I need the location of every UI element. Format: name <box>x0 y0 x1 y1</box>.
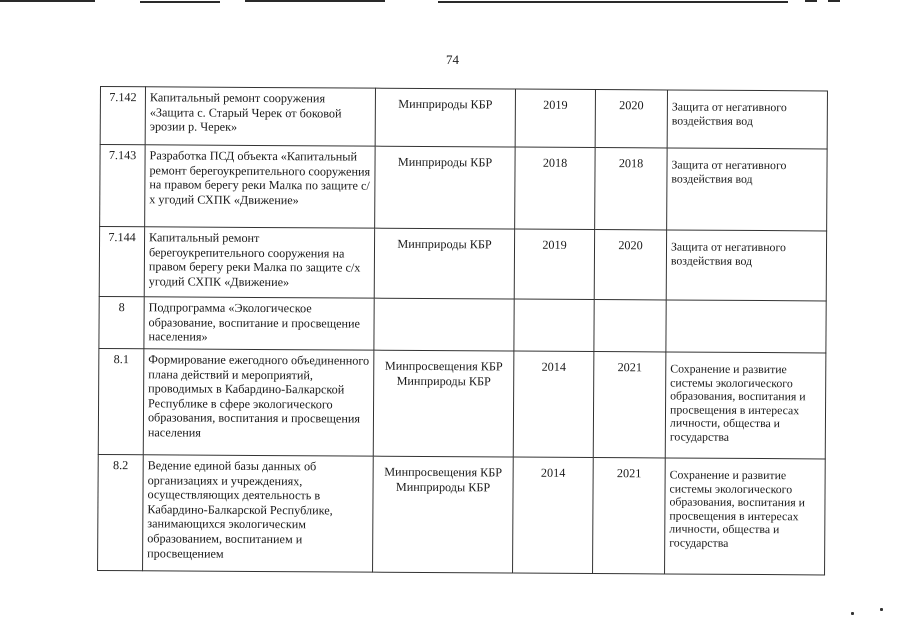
scan-border-line <box>140 1 220 3</box>
row-number: 8.2 <box>98 454 144 570</box>
activity-name: Разработка ПСД объекта «Капитальный ремонт берегоукрепительного сооружения на правом берегу реки Малка по защите с/х угодий СХПК «Движение» <box>145 145 375 228</box>
executor <box>374 298 514 351</box>
table-row <box>98 348 826 458</box>
program-activities-table <box>97 86 828 575</box>
scan-border-line <box>828 0 840 2</box>
table-row <box>99 296 826 352</box>
executor <box>375 88 515 147</box>
expected-result: Защита от негативного воздействия вод <box>667 90 827 149</box>
row-number: 7.142 <box>100 87 145 145</box>
activity-name: Подпрограмма «Экологическое образование, воспитание и просвещение населения» <box>144 297 374 350</box>
executor-line: Минприроды КБР <box>398 96 493 112</box>
start-year: 2019 <box>514 229 594 299</box>
executor <box>373 350 514 457</box>
row-number: 8.1 <box>98 348 144 454</box>
executor <box>375 146 515 229</box>
start-year: 2014 <box>513 457 594 573</box>
page-number: 74 <box>446 52 459 67</box>
row-number: 7.143 <box>100 145 146 227</box>
executor-line: Минприроды КБР <box>397 154 493 170</box>
row-number: 8 <box>99 296 144 348</box>
expected-result: Защита от негативного воздействия вод <box>666 230 826 301</box>
expected-result: Сохранение и развитие системы экологического образования, воспитания и просвещения в интересах личности, общества и государства <box>665 352 826 459</box>
scan-border-line <box>805 0 817 2</box>
executor-line: Минприроды КБР <box>395 479 491 494</box>
executor <box>374 228 514 299</box>
activity-name: Капитальный ремонт берегоукрепительного сооружения на правом берегу реки Малка по защите с/х угодий СХПК «Движение» <box>144 227 374 298</box>
row-number: 7.144 <box>99 227 144 297</box>
start-year: 2014 <box>513 351 594 457</box>
executor-line: Минприроды КБР <box>397 236 492 252</box>
start-year <box>514 299 594 351</box>
table-row <box>98 454 826 574</box>
scan-border-line <box>0 0 95 2</box>
activity-name: Формирование ежегодного объединенного плана действий и мероприятий, проводимых в Кабардино-Балкарской Республике в сфере экологического образования, воспитания и просвещения населения <box>143 349 374 456</box>
end-year: 2021 <box>593 352 666 458</box>
table-row <box>99 227 826 301</box>
table-row <box>100 145 827 231</box>
executor-line: Минпросвещения КБР <box>384 358 503 374</box>
end-year: 2021 <box>593 458 666 574</box>
scan-speck <box>880 608 883 611</box>
end-year: 2018 <box>595 148 667 230</box>
executor-line: Минприроды КБР <box>396 373 491 388</box>
executor <box>373 456 514 573</box>
table-row <box>100 87 827 149</box>
end-year: 2020 <box>595 90 667 148</box>
expected-result: Сохранение и развитие системы экологического образования, воспитания и просвещения в интересах личности, общества и государства <box>665 458 826 575</box>
end-year: 2020 <box>594 230 666 300</box>
start-year: 2019 <box>515 89 595 147</box>
end-year <box>594 300 666 352</box>
start-year: 2018 <box>515 147 595 229</box>
expected-result <box>666 300 826 353</box>
scan-border-line <box>245 0 385 2</box>
scan-border-line <box>438 1 788 3</box>
activity-name: Капитальный ремонт сооружения «Защита с. Старый Черек от боковой эрозии р. Черек» <box>145 87 375 146</box>
executor-line: Минпросвещения КБР <box>384 464 503 480</box>
activity-name: Ведение единой базы данных об организациях и учреждениях, осуществляющих деятельность в Кабардино-Балкарской Республике, занимающихся экологическим образованием, воспитанием и просвещением <box>143 455 374 572</box>
scan-speck <box>851 612 854 615</box>
expected-result: Защита от негативного воздействия вод <box>667 148 827 231</box>
